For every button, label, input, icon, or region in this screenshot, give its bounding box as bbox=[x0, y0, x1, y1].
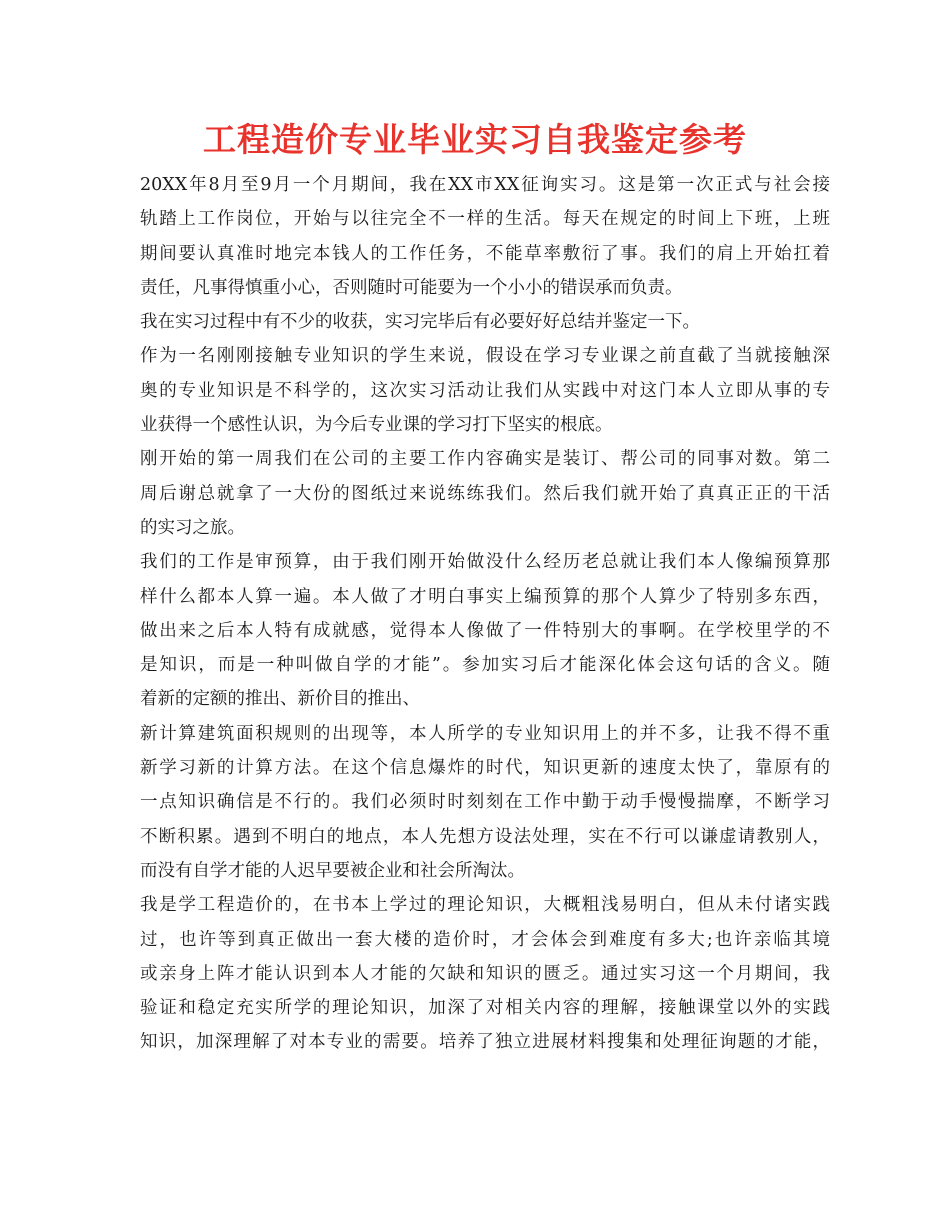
body-line: 周后谢总就拿了一大份的图纸过来说练练我们。然后我们就开始了真真正正的干活 bbox=[140, 483, 830, 504]
body-line: 刚开始的第一周我们在公司的主要工作内容确实是装订、帮公司的同事对数。第二 bbox=[140, 449, 830, 470]
body-line: 而没有自学才能的人迟早要被企业和社会所淘汰。 bbox=[140, 860, 525, 881]
body-line: 不断积累。遇到不明白的地点，本人先想方设法处理，实在不行可以谦虚请教别人， bbox=[140, 826, 830, 847]
body-line: 20XX年8月至9月一个月期间，我在XX市XX征询实习。这是第一次正式与社会接 bbox=[140, 175, 830, 195]
body-line: 作为一名刚刚接触专业知识的学生来说，假设在学习专业课之前直截了当就接触深 bbox=[140, 346, 830, 367]
body-line: 验证和稳定充实所学的理论知识，加深了对相关内容的理解，接触课堂以外的实践 bbox=[140, 998, 830, 1019]
body-line: 做出来之后本人特有成就感，觉得本人像做了一件特别大的事啊。在学校里学的不 bbox=[140, 620, 830, 641]
body-line: 知识，加深理解了对本专业的需要。培养了独立进展材料搜集和处理征询题的才能， bbox=[140, 1032, 830, 1053]
document-body bbox=[140, 168, 830, 1060]
body-line: 过，也许等到真正做出一套大楼的造价时，才会体会到难度有多大;也许亲临其境 bbox=[140, 929, 830, 950]
body-line: 着新的定额的推出、新价目的推出、 bbox=[140, 689, 420, 710]
body-line: 样什么都本人算一遍。本人做了才明白事实上编预算的那个人算少了特别多东西， bbox=[140, 586, 830, 607]
body-line: 新学习新的计算方法。在这个信息爆炸的时代，知识更新的速度太快了，靠原有的 bbox=[140, 758, 830, 779]
document-title: 工程造价专业毕业实习自我鉴定参考 bbox=[203, 120, 747, 159]
body-line: 一点知识确信是不行的。我们必须时时刻刻在工作中勤于动手慢慢揣摩，不断学习 bbox=[140, 792, 830, 813]
body-line: 的实习之旅。 bbox=[140, 517, 245, 538]
body-line: 责任，凡事得慎重小心，否则随时可能要为一个小小的错误承而负责。 bbox=[140, 277, 683, 298]
body-line: 期间要认真准时地完本钱人的工作任务，不能草率敷衍了事。我们的肩上开始扛着 bbox=[140, 243, 830, 264]
body-line: 我是学工程造价的，在书本上学过的理论知识，大概粗浅易明白，但从未付诸实践 bbox=[140, 895, 830, 916]
body-line: 我在实习过程中有不少的收获，实习完毕后有必要好好总结并鉴定一下。 bbox=[140, 312, 700, 333]
body-line: 我们的工作是审预算，由于我们刚开始做没什么经历老总就让我们本人像编预算那 bbox=[140, 552, 830, 573]
body-line: 奥的专业知识是不科学的，这次实习活动让我们从实践中对这门本人立即从事的专 bbox=[140, 380, 830, 401]
body-line: 轨踏上工作岗位，开始与以往完全不一样的生活。每天在规定的时间上下班，上班 bbox=[140, 209, 830, 230]
body-line: 业获得一个感性认识，为今后专业课的学习打下坚实的根底。 bbox=[140, 415, 613, 436]
body-line: 或亲身上阵才能认识到本人才能的欠缺和知识的匮乏。通过实习这一个月期间，我 bbox=[140, 963, 830, 984]
body-line: 是知识，而是一种叫做自学的才能”。参加实习后才能深化体会这句话的含义。随 bbox=[140, 655, 830, 676]
body-line: 新计算建筑面积规则的出现等，本人所学的专业知识用上的并不多，让我不得不重 bbox=[140, 723, 830, 744]
